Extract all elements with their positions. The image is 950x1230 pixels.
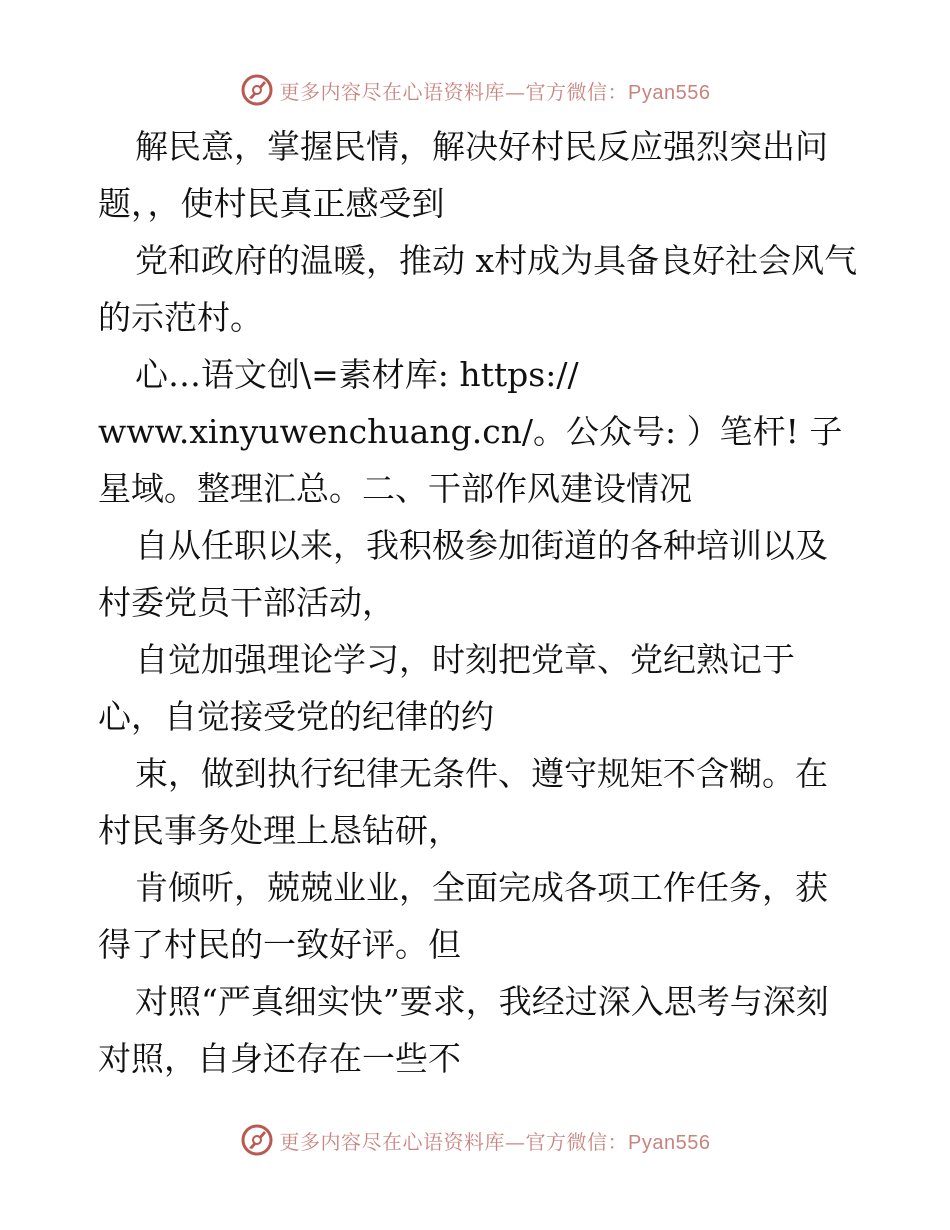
footer-banner-handle: Pyan556 (628, 1131, 711, 1154)
paragraph: 心…语文创\=素材库: https:// (135, 355, 579, 394)
footer-banner-text: 更多内容尽在心语资料库—官方微信：Pyan556 (279, 1129, 711, 1154)
paragraph: 党和政府的温暖，推动 x村成为具备良好社会风气的示范村。 (98, 241, 858, 337)
paragraph: 解民意，掌握民情，解决好村民反应强烈突出问题，，使村民真正感受到 (98, 127, 828, 223)
paragraph: 自觉加强理论学习，时刻把党章、党纪熟记于心，自觉接受党的纪律的约 (98, 640, 795, 736)
quill-circle-icon (240, 73, 274, 107)
paragraph: 束，做到执行纪律无条件、遵守规矩不含糊。在村民事务处理上恳钻研， (98, 754, 828, 850)
header-banner-text: 更多内容尽在心语资料库—官方微信：Pyan556 (279, 79, 711, 104)
footer-banner (0, 1120, 950, 1160)
paragraph: 对照“严真细实快”要求，我经过深入思考与深刻对照，自身还存在一些不 (98, 982, 829, 1078)
document-body (98, 118, 858, 1087)
paragraph: 自从任职以来，我积极参加街道的各种培训以及村委党员干部活动， (98, 526, 828, 622)
quill-circle-icon (240, 1123, 274, 1157)
header-banner-handle: Pyan556 (628, 81, 711, 104)
header-banner (0, 70, 950, 110)
paragraph: 肯倾听，兢兢业业，全面完成各项工作任务，获得了村民的一致好评。但 (98, 868, 828, 964)
paragraph: www.xinyuwenchuang.cn/。公众号: ）笔杆! 子星域。整理汇总。二、干部作风建设情况 (98, 412, 843, 508)
